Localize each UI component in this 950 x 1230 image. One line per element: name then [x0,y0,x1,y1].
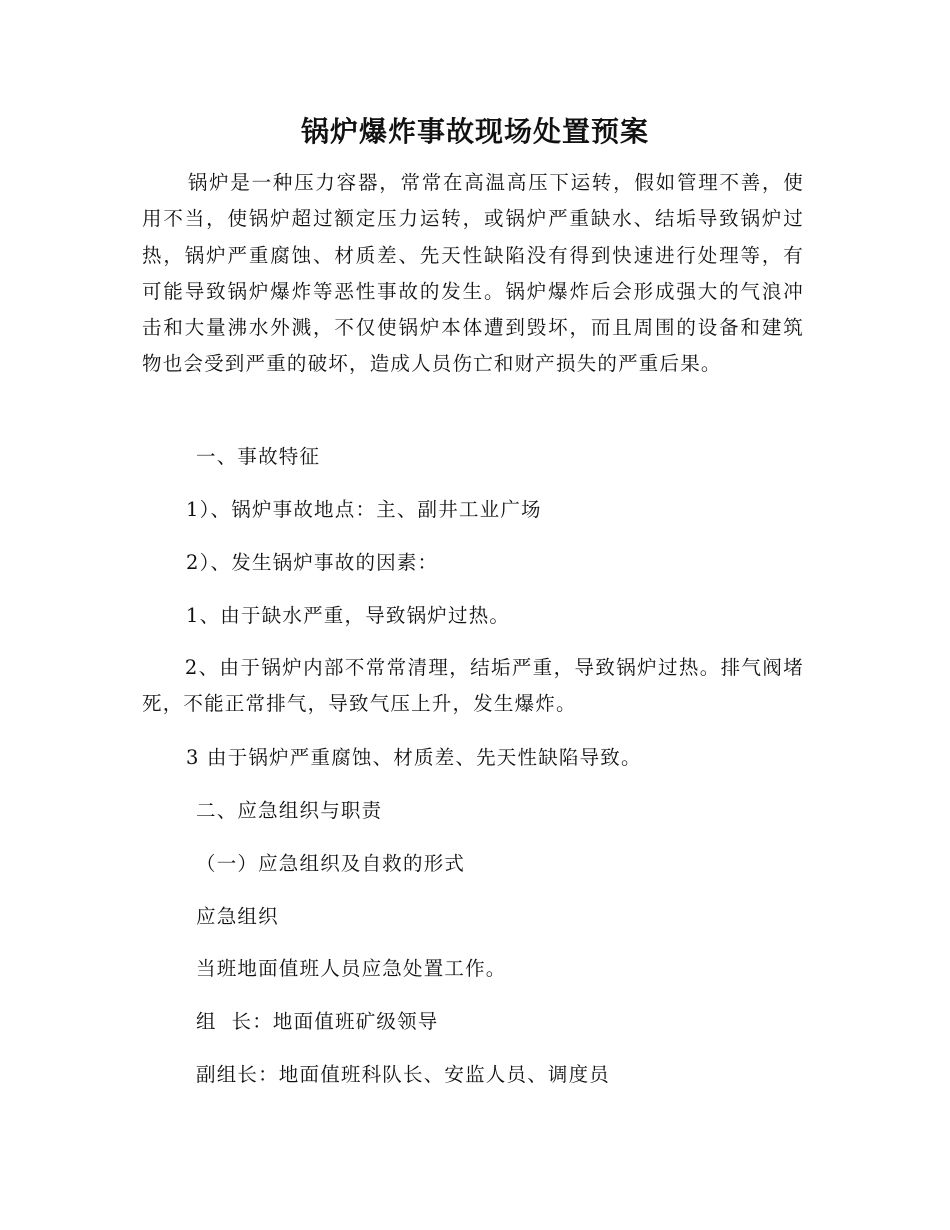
subsection-heading-organization-form: （一）应急组织及自救的形式 [196,852,466,875]
deputy-team-leader: 副组长：地面值班科队长、安监人员、调度员 [196,1063,611,1086]
org-heading: 应急组织 [196,905,279,928]
document-title: 锅炉爆炸事故现场处置预案 [300,115,649,148]
org-duty: 当班地面值班人员应急处置工作。 [196,957,507,980]
cause-item-3: 3 由于锅炉严重腐蚀、材质差、先天性缺陷导致。 [186,746,642,769]
cause-item-1: 1、由于缺水严重，导致锅炉过热。 [186,604,511,627]
section-heading-emergency-organization: 二、应急组织与职责 [196,799,383,822]
section-heading-accident-features: 一、事故特征 [196,445,321,468]
item-accident-location: 1）、锅炉事故地点：主、副井工业广场 [186,498,542,521]
intro-paragraph: 锅炉是一种压力容器，常常在高温高压下运转，假如管理不善，使用不当，使锅炉超过额定压力运转，或锅炉严重缺水、结垢导致锅炉过热，锅炉严重腐蚀、材质差、先天性缺陷没有得到快速进行处理等，有可能导致锅炉爆炸等恶性事故的发生。锅炉爆炸后会形成强大的气浪冲击和大量沸水外溅，不仅使锅炉本体遭到毁坏，而且周围的设备和建筑物也会受到严重的破坏，造成人员伤亡和财产损失的严重后果。 [142,171,804,376]
item-accident-causes: 2）、发生锅炉事故的因素： [186,551,439,574]
cause-item-2: 2、由于锅炉内部不常常清理，结垢严重，导致锅炉过热。排气阀堵死，不能正常排气，导致气压上升，发生爆炸。 [142,656,804,716]
team-leader: 组 长：地面值班矿级领导 [196,1010,439,1033]
